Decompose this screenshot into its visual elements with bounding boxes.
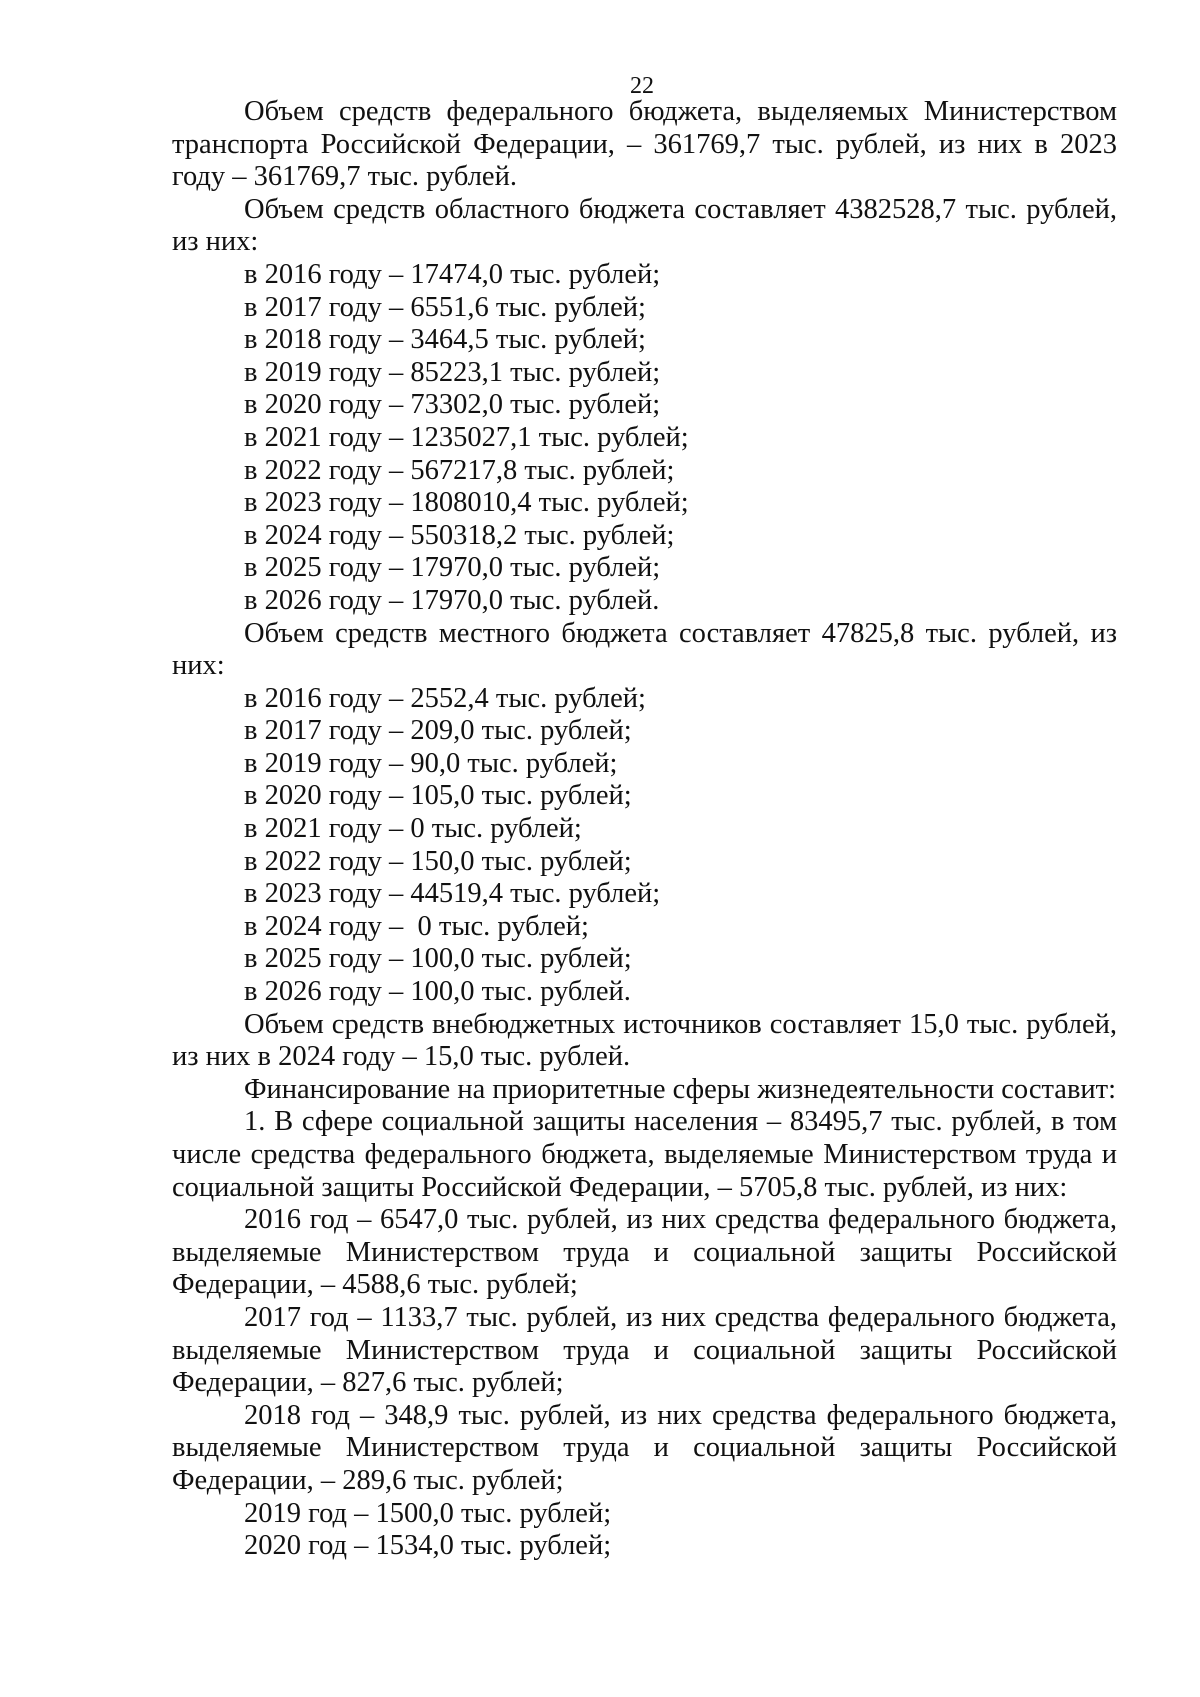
paragraph-federal-transport: Объем средств федерального бюджета, выделяемых Министерством транспорта Российской Федерации, – 361769,7 тыс. рублей, из них в 2023 году – 361769,7 тыс. рублей. xyxy=(172,96,1117,193)
list-item: в 2024 году – 0 тыс. рублей; xyxy=(244,910,589,942)
list-item: в 2025 году – 100,0 тыс. рублей; xyxy=(244,943,632,975)
list-item: в 2021 году – 0 тыс. рублей; xyxy=(244,813,582,845)
paragraph-priority: Финансирование на приоритетные сферы жизнедеятельности составит: xyxy=(244,1073,1117,1105)
list-item: в 2023 году – 1808010,4 тыс. рублей; xyxy=(244,487,689,519)
paragraph-local-intro: Объем средств местного бюджета составляет 47825,8 тыс. рублей, из них: xyxy=(172,617,1117,682)
list-item: в 2026 году – 17970,0 тыс. рублей. xyxy=(244,584,660,616)
list-item: в 2022 году – 150,0 тыс. рублей; xyxy=(244,845,632,877)
paragraph-social-protection: 1. В сфере социальной защиты населения – 83495,7 тыс. рублей, в том числе средства федерального бюджета, выделяемые Министерством труда и социальной защиты Российской Федерации, – 5705,8 тыс. рублей, из них: xyxy=(172,1106,1117,1203)
document-body xyxy=(172,96,1117,1563)
list-item: 2020 год – 1534,0 тыс. рублей; xyxy=(244,1530,612,1562)
list-item: в 2021 году – 1235027,1 тыс. рублей; xyxy=(244,421,689,453)
list-item: в 2024 году – 550318,2 тыс. рублей; xyxy=(244,519,675,551)
list-item: в 2018 году – 3464,5 тыс. рублей; xyxy=(244,324,646,356)
list-item: в 2026 году – 100,0 тыс. рублей. xyxy=(244,976,631,1008)
local-budget-list xyxy=(172,683,1117,1009)
list-item: в 2020 году – 105,0 тыс. рублей; xyxy=(244,780,632,812)
paragraph-2016: 2016 год – 6547,0 тыс. рублей, из них средства федерального бюджета, выделяемые Министерством труда и социальной защиты Российской Федерации, – 4588,6 тыс. рублей; xyxy=(172,1204,1117,1301)
social-years-list xyxy=(172,1498,1117,1563)
list-item: в 2023 году – 44519,4 тыс. рублей; xyxy=(244,878,661,910)
list-item: в 2020 году – 73302,0 тыс. рублей; xyxy=(244,389,661,421)
list-item: в 2016 году – 17474,0 тыс. рублей; xyxy=(244,258,661,290)
paragraph-regional-intro: Объем средств областного бюджета составляет 4382528,7 тыс. рублей, из них: xyxy=(172,193,1117,258)
regional-budget-list xyxy=(172,259,1117,618)
list-item: 2019 год – 1500,0 тыс. рублей; xyxy=(244,1497,612,1529)
list-item: в 2019 году – 85223,1 тыс. рублей; xyxy=(244,356,661,388)
list-item: в 2019 году – 90,0 тыс. рублей; xyxy=(244,747,618,779)
page-number: 22 xyxy=(630,73,654,99)
list-item: в 2017 году – 209,0 тыс. рублей; xyxy=(244,715,632,747)
list-item: в 2017 году – 6551,6 тыс. рублей; xyxy=(244,291,646,323)
paragraph-extrabudget: Объем средств внебюджетных источников составляет 15,0 тыс. рублей, из них в 2024 году – 15,0 тыс. рублей. xyxy=(172,1008,1117,1073)
list-item: в 2025 году – 17970,0 тыс. рублей; xyxy=(244,552,661,584)
list-item: в 2016 году – 2552,4 тыс. рублей; xyxy=(244,682,646,714)
list-item: в 2022 году – 567217,8 тыс. рублей; xyxy=(244,454,675,486)
paragraph-2017: 2017 год – 1133,7 тыс. рублей, из них средства федерального бюджета, выделяемые Министерством труда и социальной защиты Российской Федерации, – 827,6 тыс. рублей; xyxy=(172,1301,1117,1399)
paragraph-2018: 2018 год – 348,9 тыс. рублей, из них средства федерального бюджета, выделяемые Министерством труда и социальной защиты Российской Федерации, – 289,6 тыс. рублей; xyxy=(172,1399,1117,1496)
